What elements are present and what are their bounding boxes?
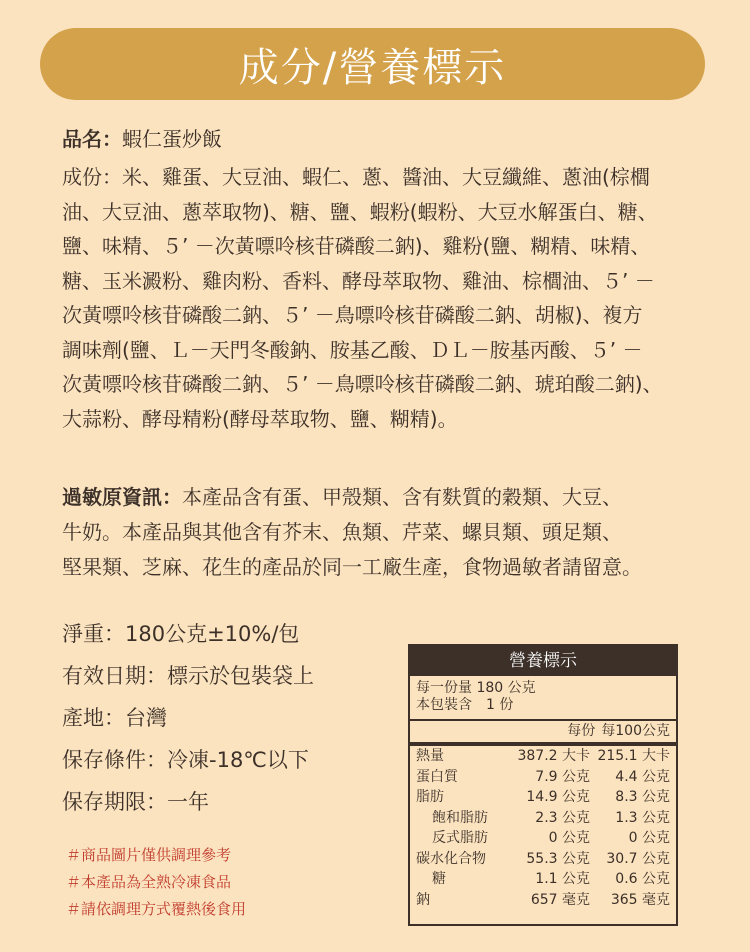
nutrition-row [410,767,676,788]
nutrient-name: 脂肪 [416,789,444,805]
allergen-line: 堅果類、芝麻、花生的產品於同一工廠生產，食物過敏者請留意。 [62,555,642,579]
value-per-serving: 0 公克 [548,830,590,846]
value-per-100g: 1.3 公克 [615,809,670,826]
note-item: ＃請依調理方式覆熱後食用 [66,900,247,918]
ingredients-line: 次黃嘌呤核苷磷酸二鈉、５’ －鳥嘌呤核苷磷酸二鈉、琥珀酸二鈉)、 [62,372,663,396]
value-per-100g: 4.4 公克 [615,768,670,785]
serving-info [410,676,676,714]
nutrient-name: 蛋白質 [416,768,458,785]
value-per-serving: 2.3 公克 [535,809,590,826]
nutrition-row [410,890,676,911]
nutrition-column-headers [410,721,676,742]
nutrient-name: 熱量 [416,748,444,764]
value-per-100g: 365 毫克 [610,891,670,908]
value-per-100g: 0 公克 [628,830,670,846]
nutrition-facts-table [408,644,678,926]
nutrition-title: 營養標示 [410,646,676,676]
value-per-100g: 8.3 公克 [615,789,670,805]
serving-size: 每一份量 180 公克 [416,680,536,696]
nutrient-name: 反式脂肪 [432,830,488,846]
ingredients-line: 次黃嘌呤核苷磷酸二鈉、５’ －鳥嘌呤核苷磷酸二鈉、胡椒)、複方 [62,303,643,327]
net-weight: 淨重：180公克±10%/包 [62,622,300,646]
allergen-line [62,480,702,515]
column-per-100g: 每100公克 [601,723,670,739]
ingredients-line: 調味劑(鹽、Ｌ－天門冬酸鈉、胺基乙酸、ＤＬ－胺基丙酸、５’ － [62,337,643,362]
header-banner [40,28,705,100]
product-name-value: 蝦仁蛋炒飯 [122,127,222,151]
value-per-serving: 7.9 公克 [535,768,590,785]
nutrient-name: 鈉 [416,891,430,908]
nutrition-row [410,828,676,849]
nutrition-row [410,808,676,829]
allergen-info [62,480,702,585]
ingredients-line: 油、大豆油、蔥萃取物)、糖、鹽、蝦粉(蝦粉、大豆水解蛋白、糖、 [62,199,658,224]
notes-list [66,842,246,923]
product-name [62,122,702,157]
nutrient-name: 糖 [432,871,446,887]
origin: 產地：台灣 [62,706,167,730]
nutrient-name: 碳水化合物 [416,850,486,867]
ingredients-list [62,160,702,436]
allergen-line: 牛奶。本產品與其他含有芥末、魚類、芹菜、螺貝類、頭足類、 [62,520,622,544]
ingredients-line: 鹽、味精、５’ －次黃嘌呤核苷磷酸二鈉)、雞粉(鹽、糊精、味精、 [62,234,651,258]
allergen-label: 過敏原資訊： [62,485,182,509]
value-per-100g: 215.1 大卡 [597,748,670,764]
nutrition-row [410,746,676,767]
ingredients-line: 成份：米、雞蛋、大豆油、蝦仁、蔥、醬油、大豆纖維、蔥油(棕櫚 [62,165,650,189]
nutrition-row [410,849,676,870]
note-item: ＃商品圖片僅供調理參考 [66,846,232,864]
nutrient-name: 飽和脂肪 [432,809,488,826]
expiry-date: 有效日期：標示於包裝袋上 [62,664,314,688]
value-per-100g: 0.6 公克 [615,871,670,887]
servings-per-pack: 本包裝含 1 份 [416,697,514,713]
column-per-serving: 每份 [567,723,596,739]
allergen-text: 本產品含有蛋、甲殼類、含有麩質的穀類、大豆、 [182,485,622,509]
ingredients-line: 糖、玉米澱粉、雞肉粉、香料、酵母萃取物、雞油、棕櫚油、５’ － [62,268,655,293]
page-title: 成分/營養標示 [238,44,507,91]
note-item: ＃本產品為全熟冷凍食品 [66,873,232,891]
ingredients-line: 大蒜粉、酵母精粉(酵母萃取物、鹽、糊精)。 [62,406,458,431]
shelf-life: 保存期限：一年 [62,790,209,814]
storage-condition: 保存條件：冷凍-18℃以下 [62,748,309,772]
value-per-serving: 55.3 公克 [526,850,590,867]
value-per-serving: 657 毫克 [530,891,590,908]
value-per-serving: 14.9 公克 [526,789,590,805]
product-info-list [62,617,314,827]
product-name-label: 品名： [62,127,122,151]
value-per-serving: 387.2 大卡 [517,748,590,764]
value-per-serving: 1.1 公克 [535,871,590,887]
nutrition-row [410,787,676,808]
nutrition-row [410,869,676,890]
value-per-100g: 30.7 公克 [606,850,670,867]
